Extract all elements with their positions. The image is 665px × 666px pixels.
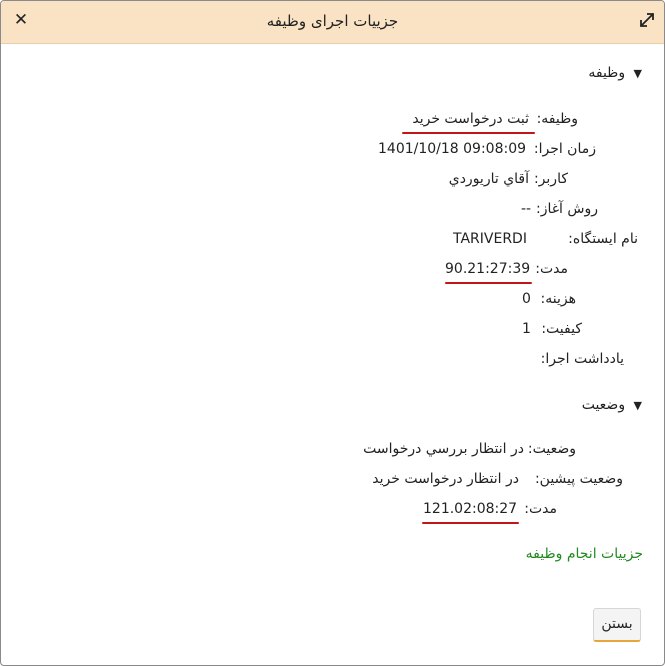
previous-status-label: وضعیت پیشین: — [534, 471, 623, 487]
status-duration-value: 121.02:08:27 — [423, 501, 518, 517]
cost-label: هزینه: — [540, 291, 576, 307]
close-icon[interactable]: ✕ — [13, 10, 29, 30]
task-details-link[interactable]: جزییات انجام وظیفه — [525, 546, 643, 562]
user-value: آقاي تاريوردي — [448, 171, 529, 187]
close-button[interactable]: بستن — [593, 608, 641, 642]
station-name-label: نام ایستگاه: — [568, 231, 638, 247]
dialog-title: جزییات اجرای وظیفه — [266, 12, 399, 30]
expand-icon[interactable] — [638, 11, 656, 29]
station-name-value: TARIVERDI — [453, 231, 527, 247]
task-section-heading: وظیفه — [588, 65, 626, 81]
previous-status-value: در انتظار درخواست خرید — [372, 471, 519, 487]
start-method-value: -- — [521, 201, 532, 217]
triangle-down-icon: ▼ — [633, 67, 642, 80]
title-bar — [1, 1, 664, 44]
execution-time-value: 1401/10/18 09:08:09 — [378, 141, 527, 157]
quality-value: 1 — [522, 321, 531, 337]
task-value: ثبت درخواست خرید — [412, 111, 529, 127]
status-section-heading: وضعیت — [581, 397, 626, 413]
duration-value: 90.21:27:39 — [445, 261, 531, 277]
duration-label: مدت: — [535, 261, 568, 277]
annotation-underline — [422, 522, 519, 524]
execution-time-label: زمان اجرا: — [533, 141, 596, 157]
status-label: وضعیت: — [527, 441, 576, 457]
triangle-down-icon: ▼ — [633, 399, 642, 412]
status-duration-label: مدت: — [524, 501, 557, 517]
task-label: وظیفه: — [536, 111, 578, 127]
status-value: در انتظار بررسي درخواست — [363, 441, 524, 457]
status-section-toggle[interactable] — [582, 397, 642, 413]
cost-value: 0 — [522, 291, 531, 307]
annotation-underline — [402, 132, 535, 134]
quality-label: کیفیت: — [541, 321, 582, 337]
user-label: کاربر: — [533, 171, 568, 187]
task-section-toggle[interactable] — [588, 65, 642, 81]
annotation-underline — [445, 282, 532, 284]
start-method-label: روش آغاز: — [535, 201, 598, 217]
execution-note-label: یادداشت اجرا: — [540, 351, 624, 367]
